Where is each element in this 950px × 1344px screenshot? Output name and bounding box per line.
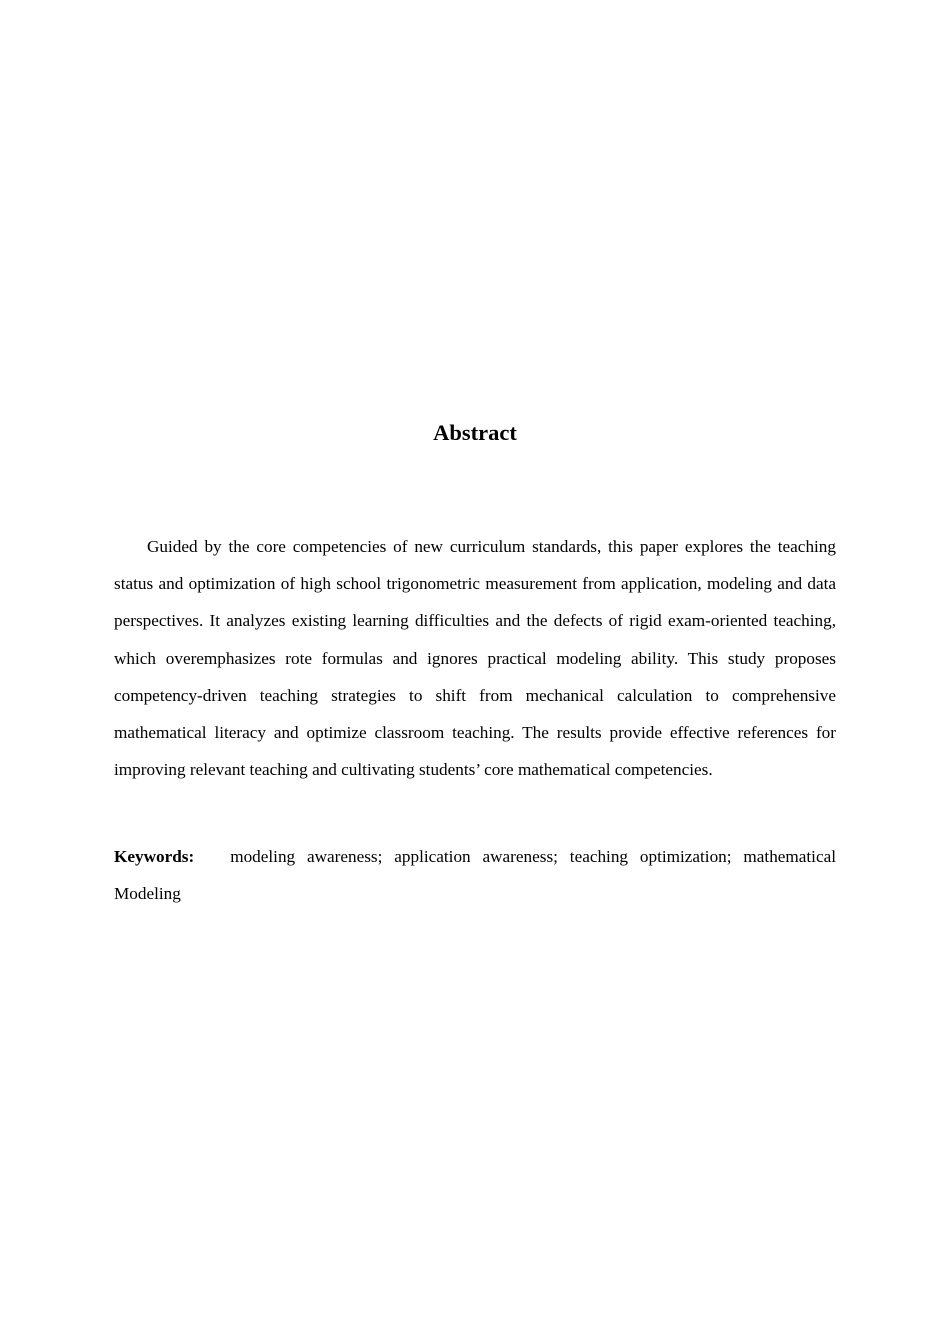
abstract-title: Abstract [433, 420, 517, 445]
keywords-line [114, 838, 836, 912]
keywords-text: modeling awareness; application awareness; teaching optimization; mathematical Modeling [114, 847, 836, 904]
abstract-paragraph: Guided by the core competencies of new curriculum standards, this paper explores the teaching status and optimization of high school trigonometric measurement from application, modeling and data perspectives. It analyzes existing learning difficulties and the defects of rigid exam-oriented teaching, which overemphasizes rote formulas and ignores practical modeling ability. This study proposes competency-driven teaching strategies to shift from mechanical calculation to comprehensive mathematical literacy and optimize classroom teaching. The results provide effective references for improving relevant teaching and cultivating students’ core mathematical competencies. [114, 537, 836, 780]
keywords-label: Keywords: [114, 847, 195, 866]
